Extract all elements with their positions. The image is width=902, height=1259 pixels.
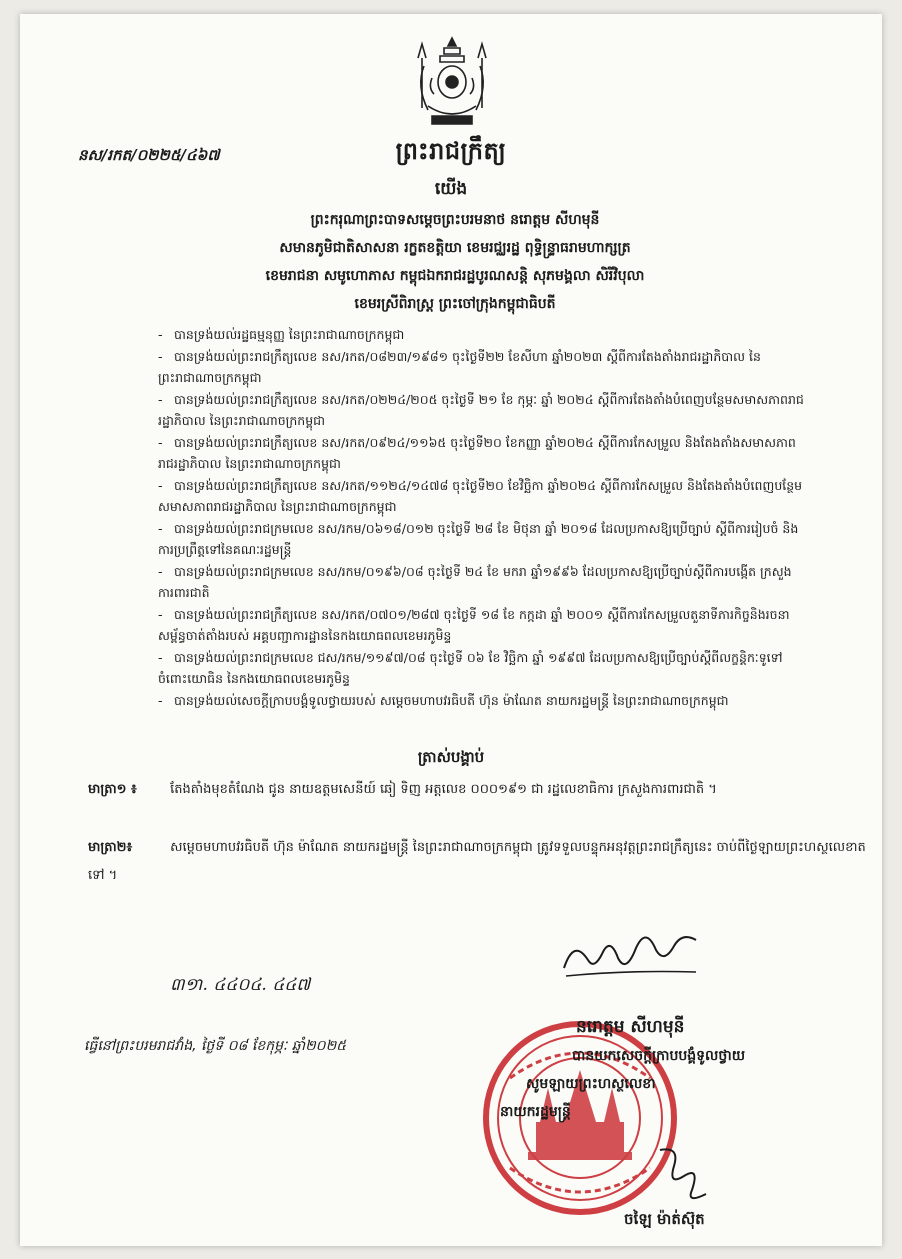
signature-printed-name: នរោត្ដម សីហមុនី — [576, 1017, 685, 1037]
king-title-line: ខេមរាជនា សមូហោភាស កម្ពុជឯករាជរដ្ឋបូរណសន្តិ សុភមង្គលា សិរីវិបុលា — [265, 268, 645, 284]
king-title-block — [150, 206, 760, 318]
article-1 — [88, 776, 868, 804]
article-text: តែងតាំងមុខតំណែង ជូន នាយឧត្ដមសេនីយ៍ ឆៀ ទិញ អត្តលេខ ០០០១៩១ ជា រដ្ឋលេខាធិការ ក្រសួងការពារជាតិ ។ — [170, 782, 717, 797]
article-label: មាត្រា១ ៖ — [88, 782, 137, 797]
king-signature-icon — [556, 924, 706, 984]
article-text: សម្ដេចមហាបវរធិបតី ហ៊ុន ម៉ាណែត នាយករដ្ឋមន្ត្រី នៃព្រះរាជាណាចក្រកម្ពុជា ត្រូវទទួលបន្ទុកអនុវត្តព្រះរាជក្រឹត្យនេះ ចាប់ពីថ្ងៃឡាយព្រះហស្ថលេខាតទៅ ។ — [88, 840, 866, 883]
we-heading: យើង — [434, 179, 468, 199]
king-title-line: ព្រះករុណាព្រះបាទសម្ដេចព្រះបរមនាថ នរោត្ដម សីហមុនី — [310, 212, 600, 228]
reference-item: - បានទ្រង់យល់ព្រះរាជក្រមលេខ នស/រកម/០១៩៦/០៨ ចុះថ្ងៃទី ២៤ ខែ មករា ឆ្នាំ១៩៩៦ ដែលប្រកាសឱ្យប្រើច្បាប់ស្ដីពីការបង្កើត ក្រសួងការពារជាតិ — [158, 563, 792, 600]
reference-item: - បានទ្រង់យល់ព្រះរាជក្រមលេខ នស/រកម/០៦១៨/០១២ ចុះថ្ងៃទី ២៨ ខែ មិថុនា ឆ្នាំ ២០១៨ ដែលប្រកាសឱ្យប្រើច្បាប់ ស្ដីពីការរៀបចំ និងការប្រព្រឹត្តទៅនៃគណៈរដ្ឋមន្ត្រី — [158, 520, 799, 557]
reference-item: - បានទ្រង់យល់ព្រះរាជក្រឹត្យលេខ នស/រកត/០៧០១/២៨៧ ចុះថ្ងៃទី ១៨ ខែ កក្កដា ឆ្នាំ ២០០១ ស្ដីពីការកែសម្រួលតួនាទីភារកិច្ចនិងរចនាសម្ព័ន្ធចាត់តាំងរបស់ អគ្គបញ្ជាការដ្ឋាននៃកងយោធពលខេមរភូមិន្ទ — [158, 606, 790, 643]
legal-references-list — [158, 324, 810, 711]
reference-item: - បានទ្រង់យល់ព្រះរាជក្រឹត្យលេខ នស/រកត/១១២៤/១៤៧៨ ចុះថ្ងៃទី២០ ខែវិច្ឆិកា ឆ្នាំ២០២៤ ស្ដីពីការកែសម្រួល និងតែងតាំងបំពេញបន្ថែមសមាសភាពរាជរដ្ឋាភិបាល នៃព្រះរាជាណាចក្រកម្ពុជា — [158, 477, 803, 514]
handwritten-date: ៣១ា. ៤៤០៤. ៤៤៧ — [170, 975, 311, 995]
decision-heading: ត្រាស់បង្គាប់ — [417, 748, 485, 766]
reference-item: - បានទ្រង់យល់សេចក្ដីក្រាបបង្គំទូលថ្វាយរបស់ សម្ដេចមហាបវរធិបតី ហ៊ុន ម៉ាណែត នាយករដ្ឋមន្ត្រី នៃព្រះរាជាណាចក្រកម្ពុជា — [158, 692, 729, 708]
king-title-line: ខេមរស្រីពិរាស្ត្រ ព្រះចៅក្រុងកម្ពុជាធិបតី — [354, 296, 556, 312]
countersignature-icon — [650, 1140, 710, 1200]
countersign-line: បានយកសេចក្ដីក្រាបបង្គំទូលថ្វាយ — [572, 1048, 746, 1064]
king-title-line: សមានភូមិជាតិសាសនា រក្ខតខត្តិយា ខេមរជ្ឈរដ្ឋ ពុទ្ធិន្ទ្រាធរាមហាក្សត្រ — [279, 240, 631, 256]
reference-item: - បានទ្រង់យល់រដ្ឋធម្មនុញ្ញ នៃព្រះរាជាណាចក្រកម្ពុជា — [158, 327, 405, 342]
countersigner-name: ចឡៃ ម៉ាត់ស៊ុត — [624, 1210, 705, 1228]
royal-coat-of-arms-icon — [404, 36, 500, 128]
reference-item: - បានទ្រង់យល់ព្រះរាជក្រឹត្យលេខ នស/រកត/០៩២៤/១១៦៥ ចុះថ្ងៃទី២០ ខែកញ្ញា ឆ្នាំ២០២៤ ស្ដីពីការកែសម្រួល និងតែងតាំងសមាសភាពរាជរដ្ឋាភិបាល នៃព្រះរាជាណាចក្រកម្ពុជា — [158, 434, 796, 471]
given-at-line: ធ្វើនៅព្រះបរមរាជវាំង, ថ្ងៃទី ០៨ ខែកុម្ភៈ ឆ្នាំ២០២៥ — [84, 1038, 347, 1054]
article-2 — [88, 834, 868, 890]
reference-item: - បានទ្រង់យល់ព្រះរាជក្រមលេខ ជស/រកម/១១៩៧/០៨ ចុះថ្ងៃទី ០៦ ខែ វិច្ឆិកា ឆ្នាំ ១៩៩៧ ដែលប្រកាសឱ្យប្រើច្បាប់ស្ដីពីលក្ខន្តិកៈទូទៅ ចំពោះយោធិន នៃកងយោធពលខេមរភូមិន្ទ — [158, 649, 783, 686]
article-label: មាត្រា២៖ — [88, 840, 133, 855]
reference-number: នស/រកត/០២២៥/៤៦៧ — [78, 146, 220, 164]
reference-item: - បានទ្រង់យល់ព្រះរាជក្រឹត្យលេខ នស/រកត/០២២៤/២០៥ ចុះថ្ងៃទី ២១ ខែ កុម្ភៈ ឆ្នាំ ២០២៤ ស្ដីពីការតែងតាំងបំពេញបន្ថែមសមាសភាពរាជរដ្ឋាភិបាល នៃព្រះរាជាណាចក្រកម្ពុជា — [158, 391, 804, 428]
countersign-line: នាយករដ្ឋមន្ត្រី — [500, 1104, 571, 1120]
document-title: ព្រះរាជក្រឹត្យ — [395, 137, 507, 165]
decree-page — [20, 14, 882, 1246]
reference-item: - បានទ្រង់យល់ព្រះរាជក្រឹត្យលេខ នស/រកត/០៨២៣/១៩៨១ ចុះថ្ងៃទី២២ ខែសីហា ឆ្នាំ២០២៣ ស្ដីពីការតែងតាំងរាជរដ្ឋាភិបាល នៃព្រះរាជាណាចក្រកម្ពុជា — [158, 348, 761, 385]
countersign-line: សូមឡាយព្រះហស្ថលេខា — [526, 1076, 656, 1092]
